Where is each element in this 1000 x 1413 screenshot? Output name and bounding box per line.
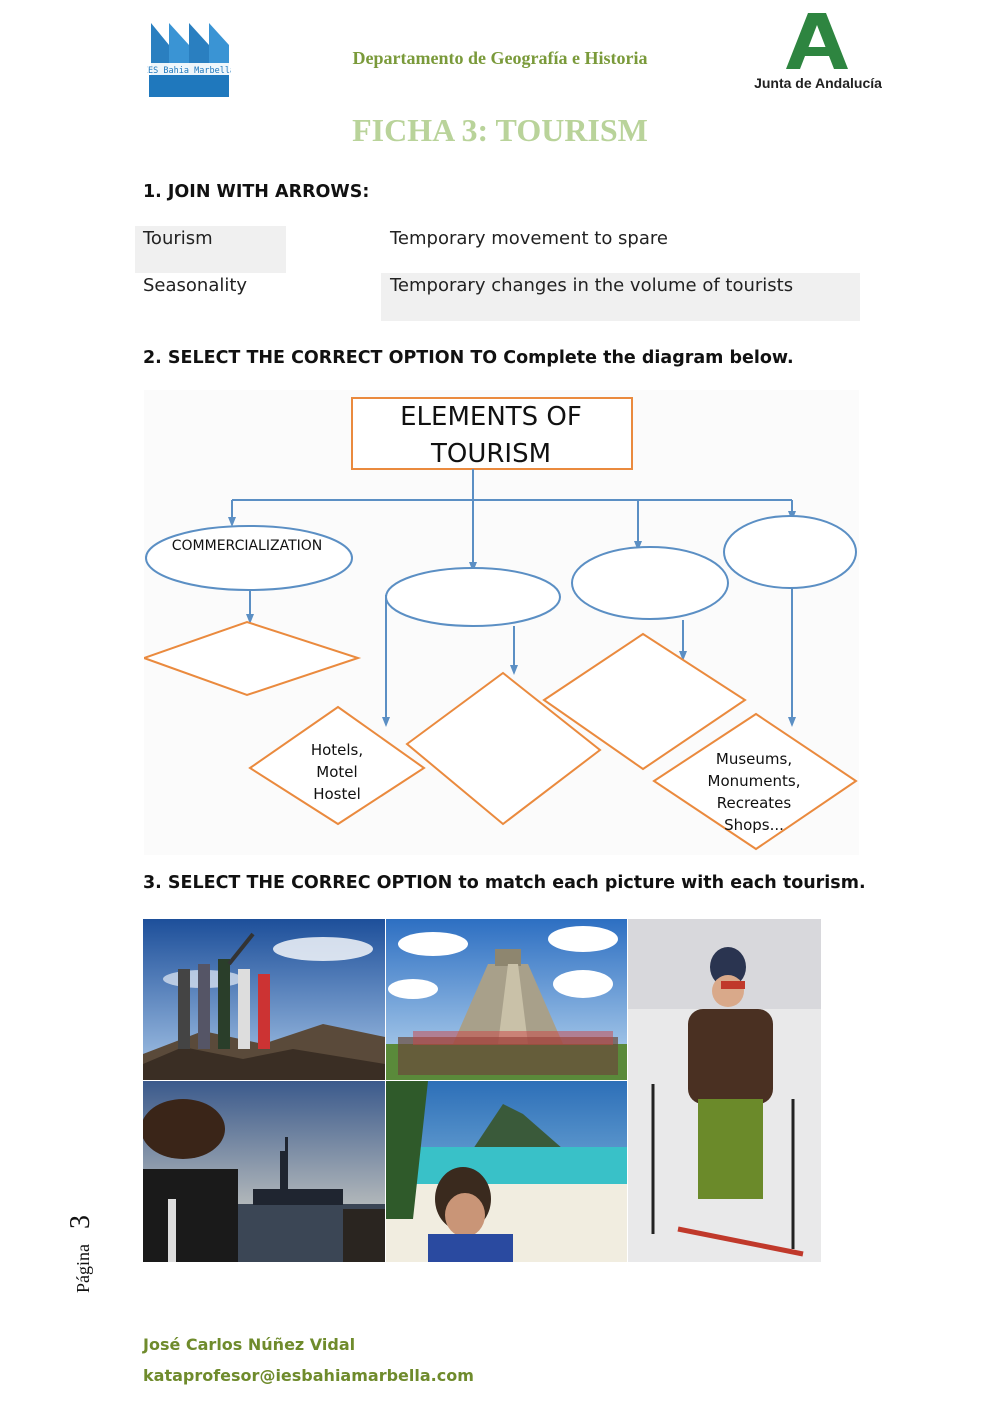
commercialization-label: COMMERCIALIZATION <box>171 538 323 554</box>
ellipse-blank-3[interactable] <box>572 547 728 619</box>
shops-label: Shops... <box>724 816 784 834</box>
photo-skier <box>628 919 821 1262</box>
definition-temporary-movement[interactable]: Temporary movement to spare <box>390 228 668 249</box>
diamond-blank-1[interactable] <box>144 622 358 695</box>
ies-bahia-marbella-logo <box>147 17 231 99</box>
term-tourism[interactable]: Tourism <box>143 228 213 249</box>
question-3-heading: 3. SELECT THE CORREC OPTION to match each picture with each tourism. <box>143 873 866 893</box>
root-label-line2: TOURISM <box>430 439 552 469</box>
author-name: José Carlos Núñez Vidal <box>143 1335 356 1354</box>
photo-statue-of-liberty <box>143 1081 385 1262</box>
ellipse-blank-2[interactable] <box>386 568 560 626</box>
page-title: FICHA 3: TOURISM <box>352 112 648 148</box>
photo-tropical-beach <box>386 1081 627 1262</box>
tourism-photo-collage <box>143 919 821 1262</box>
pagina-text: Página <box>73 1244 93 1293</box>
motel-label: Motel <box>316 763 358 781</box>
recreates-label: Recreates <box>716 794 792 812</box>
root-label-line1: ELEMENTS OF <box>400 402 582 432</box>
department-name: Departamento de Geografía e Historia <box>352 48 648 68</box>
photo-chichen-itza-pyramid <box>386 919 627 1080</box>
photo-hiking-group <box>143 919 385 1080</box>
hotels-label: Hotels, <box>310 741 364 759</box>
term-seasonality[interactable]: Seasonality <box>143 275 248 296</box>
museums-label: Museums, <box>715 750 793 768</box>
author-email[interactable]: kataprofesor@iesbahiamarbella.com <box>143 1366 474 1385</box>
page-number-label <box>62 1200 102 1310</box>
page-number: 3 <box>65 1215 96 1229</box>
question-2-heading: 2. SELECT THE CORRECT OPTION TO Complete the diagram below. <box>143 348 794 368</box>
junta-logo-text: Junta de Andalucía <box>754 75 882 91</box>
ellipse-commercialization[interactable] <box>146 526 352 590</box>
definition-temporary-changes[interactable]: Temporary changes in the volume of tourists <box>390 275 794 296</box>
question-1-heading: 1. JOIN WITH ARROWS: <box>143 182 370 202</box>
svg-text:IES Bahia Marbella: IES Bahia Marbella <box>147 66 231 76</box>
junta-de-andalucia-logo <box>750 11 886 93</box>
elements-of-tourism-diagram <box>144 390 859 855</box>
monuments-label: Monuments, <box>707 772 801 790</box>
ellipse-blank-4[interactable] <box>724 516 856 588</box>
hostel-label: Hostel <box>313 785 361 803</box>
